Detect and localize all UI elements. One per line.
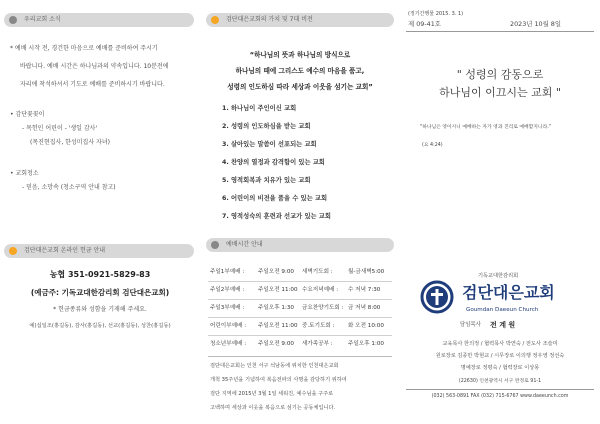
bullet-dot-icon — [211, 241, 219, 249]
vision-quote-line: “하나님의 뜻과 하나님의 방식으로 — [249, 51, 351, 59]
verse: "하나님은 영이시니 예배하는 자가 영과 진리로 예배할지니라." — [420, 125, 551, 130]
bullet-dot-icon — [211, 16, 219, 24]
vision-quote-line: 성령의 인도하심 따라 세상과 이웃을 섬기는 교회” — [227, 83, 373, 91]
divider — [208, 281, 392, 282]
church-logo-icon — [420, 280, 454, 314]
offering-heading: 검단대은교회 온라인 헌금 안내 — [24, 247, 106, 254]
vision-item: 3. 살아있는 말씀이 선포되는 교회 — [222, 141, 317, 148]
news-heading: 우리교회 소식 — [24, 16, 61, 23]
pastor-title: 담임목사 — [460, 322, 481, 328]
intro-line: 개척 35주년을 기념하여 복음전파의 사명을 감당하기 위하여 — [210, 377, 347, 383]
left-panel — [0, 0, 200, 424]
news-line: 자리에 착석하셔서 기도로 예배를 준비하시기 바랍니다. — [20, 81, 165, 88]
church-name-en: Goumdan Daeeun Church — [466, 307, 539, 313]
verse-ref: (요 4:24) — [422, 143, 443, 148]
middle-panel — [200, 0, 400, 424]
right-panel — [400, 0, 600, 424]
flower-title: • 감단꽃꽂이 — [10, 111, 45, 118]
offering-example: 예)십일조(홍길동), 감사(홍길동), 선교(홍길동), 성찬(홍길동) — [29, 323, 171, 329]
schedule-row: 어린이부예배 : 주일오전 11:00 중.토기도회 : 화 오전 10:00 — [210, 323, 384, 329]
offering-note: * 헌금종류와 성함을 기재해 주세요. — [53, 306, 147, 313]
flower-line: (목진현집사, 한성미집사 자녀) — [30, 139, 110, 146]
staff-line: 명예장로 정평숙 / 협력장로 이상몽 — [460, 365, 540, 371]
vision-item: 5. 영적회복과 치유가 있는 교회 — [222, 177, 311, 184]
schedule-section-header — [206, 238, 394, 252]
staff-line: 교육목사 한의정 / 협력목사 박연숙 / 전도사 조슬미 — [442, 341, 558, 347]
schedule-row: 주일2부예배 : 주일오전 11:00 수요저녁예배 : 수 저녁 7:30 — [210, 287, 381, 293]
schedule-heading: 예배시간 안내 — [226, 241, 263, 248]
registration: (정기간행물 2015. 3. 1) — [408, 11, 464, 17]
theme-line: 하나님이 이끄시는 교회 " — [439, 86, 561, 99]
issue-number: 제 09-41호 — [408, 20, 441, 28]
intro-line: 검단 지역에 2015년 3월 1일 세워진, 예수님을 구주로 — [210, 391, 334, 397]
divider — [208, 317, 392, 318]
vision-item: 1. 하나님이 주인이신 교회 — [222, 105, 297, 112]
divider — [208, 356, 392, 357]
address: (22630) 인천광역시 서구 완정로 91-1 — [458, 379, 542, 384]
divider — [406, 31, 594, 32]
vision-item: 6. 어린이의 비전을 품을 수 있는 교회 — [222, 195, 328, 202]
clean-line: - 믿음, 소망속 (청소구역 안내 참고) — [22, 184, 116, 191]
contact: (032) 563-0891 FAX (032) 715-6767 www.daeeunch.com — [431, 394, 569, 399]
offering-section-header — [4, 244, 194, 258]
news-line: 바랍니다. 예배 시간은 하나님과의 약속입니다. 10분전에 — [20, 63, 169, 70]
schedule-row: 주일3부예배 : 주일오후 1:30 금요찬양기도회 : 금 저녁 8:00 — [210, 305, 381, 311]
schedule-row: 청소년부예배 : 주일오전 9:00 새가족공부 : 주일오후 1:00 — [210, 341, 384, 347]
bullet-dot-icon — [9, 247, 17, 255]
vision-quote-line: 하나님의 때에 그리스도 예수의 마음을 품고, — [235, 67, 365, 75]
divider — [208, 299, 392, 300]
vision-item: 7. 영적성숙의 훈련과 선교가 있는 교회 — [222, 213, 331, 220]
clean-title: • 교회청소 — [10, 170, 39, 177]
account-holder: (예금주: 기독교대한감리회 검단대은교회) — [30, 288, 170, 297]
vision-item: 4. 찬양의 열정과 감격함이 있는 교회 — [222, 159, 325, 166]
theme-line: " 성령의 감동으로 — [456, 68, 544, 81]
divider — [208, 335, 392, 336]
bulletin-date: 2023년 10월 8일 — [510, 20, 562, 28]
church-name: 검단대은교회 — [462, 283, 555, 302]
vision-section-header — [206, 13, 394, 27]
denomination: 기독교대한감리회 — [478, 273, 519, 279]
bullet-dot-icon — [9, 16, 17, 24]
news-section-header — [4, 13, 194, 27]
intro-line: 검단대은교회는 인천 서구 석남동에 위치한 인천대은교회 — [210, 363, 339, 369]
vision-item: 2. 성령의 인도하심을 받는 교회 — [222, 123, 311, 130]
vision-heading: 검단대은교회의 가치 및 7대 비전 — [226, 16, 313, 23]
staff-line: 원로장로 김종만 박현교 / 시무장로 이의행 정우영 정선숙 — [435, 353, 565, 359]
bank-account: 농협 351-0921-5829-83 — [49, 270, 151, 279]
schedule-row: 주일1부예배 : 주일오전 9:00 새벽기도회 : 월-금새벽5:00 — [210, 269, 385, 275]
pastor-name: 전 계 원 — [490, 321, 516, 329]
flower-line: - 목헌인 어린이 - '생일 감사' — [22, 125, 98, 132]
news-line: * 예배 시작 전, 경건한 마음으로 예배를 준비하여 주시기 — [10, 45, 158, 52]
intro-line: 고백하며 세상과 이웃을 복음으로 섬기는 공동체입니다. — [210, 405, 336, 411]
divider — [406, 389, 594, 390]
